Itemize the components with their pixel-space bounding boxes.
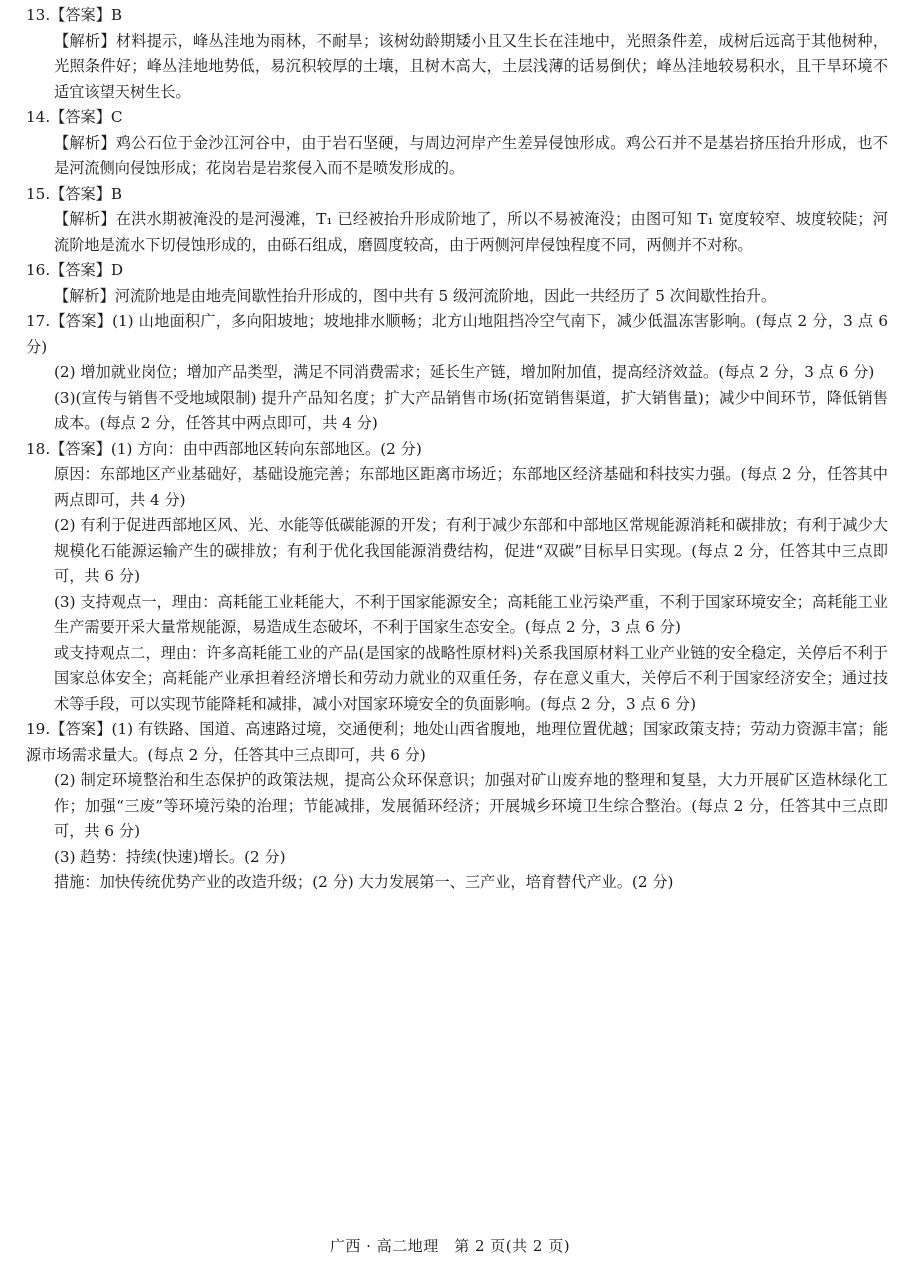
answer-paragraph: 措施：加快传统优势产业的改造升级；(2 分) 大力发展第一、三产业，培育替代产业。(2 分) xyxy=(54,873,674,891)
question-15 xyxy=(26,182,888,259)
answer-line xyxy=(26,717,888,768)
explanation-paragraph: 【解析】在洪水期被淹没的是河漫滩，T₁ 已经被抬升形成阶地了，所以不易被淹没；由图可知 T₁ 宽度较窄、坡度较陡；河流阶地是流水下切侵蚀形成的，由砾石组成，磨圆度较高，由于两侧河岸侵蚀程度不同，两侧并不对称。 xyxy=(54,210,888,254)
answer-line xyxy=(26,437,888,463)
answer-text: 【答案】(1) 山地面积广，多向阳坡地；坡地排水顺畅；北方山地阻挡冷空气南下，减少低温冻害影响。(每点 2 分，3 点 6 分) xyxy=(26,312,888,356)
question-number: 14. xyxy=(26,108,51,126)
answer-paragraph: (3)(宣传与销售不受地域限制) 提升产品知名度；扩大产品销售市场(拓宽销售渠道，扩大销售量)；减少中间环节，降低销售成本。(每点 2 分，任答其中两点即可，共 4 分) xyxy=(54,388,888,432)
answer-line xyxy=(26,309,888,360)
question-13 xyxy=(26,3,888,105)
question-number: 19. xyxy=(26,720,51,738)
answer-text: 【答案】B xyxy=(50,6,123,24)
question-number: 13. xyxy=(26,6,51,24)
explanation-paragraph: 【解析】鸡公石位于金沙江河谷中，由于岩石坚硬，与周边河岸产生差异侵蚀形成。鸡公石并不是基岩挤压抬升形成，也不是河流侧向侵蚀形成；花岗岩是岩浆侵入而不是喷发形成的。 xyxy=(54,133,888,177)
question-17 xyxy=(26,309,888,437)
question-number: 16. xyxy=(26,261,51,279)
question-16 xyxy=(26,258,888,309)
answer-paragraph: (2) 有利于促进西部地区风、光、水能等低碳能源的开发；有利于减少东部和中部地区常规能源消耗和碳排放；有利于减少大规模化石能源运输产生的碳排放；有利于优化我国能源消费结构，促进“双碳”目标早日实现。(每点 2 分，任答其中三点即可，共 6 分) xyxy=(54,516,888,585)
question-number: 15. xyxy=(26,184,51,203)
question-19 xyxy=(26,717,888,896)
answer-paragraph: (2) 增加就业岗位；增加产品类型，满足不同消费需求；延长生产链，增加附加值，提高经济效益。(每点 2 分，3 点 6 分) xyxy=(54,363,875,381)
answer-line xyxy=(26,258,888,284)
answer-line xyxy=(26,182,888,208)
question-14 xyxy=(26,105,888,182)
answer-line xyxy=(26,3,888,29)
question-number: 18. xyxy=(26,439,51,458)
answer-text: 【答案】D xyxy=(50,261,124,279)
answer-text: 【答案】(1) 方向：由中西部地区转向东部地区。(2 分) xyxy=(50,439,422,458)
question-number: 17. xyxy=(26,312,51,330)
explanation-paragraph: 【解析】材料提示，峰丛洼地为雨林，不耐旱；该树幼龄期矮小且又生长在洼地中，光照条件差，成树后远高于其他树种，光照条件好；峰丛洼地地势低，易沉积较厚的土壤，且树木高大，土层浅薄的话易倒伏；峰丛洼地较易积水，且干旱环境不适宜该望天树生长。 xyxy=(54,31,888,101)
answer-text: 【答案】(1) 有铁路、国道、高速路过境，交通便利；地处山西省腹地，地理位置优越；国家政策支持；劳动力资源丰富；能源市场需求量大。(每点 2 分，任答其中三点即可，共 6 分) xyxy=(26,720,888,764)
answer-content xyxy=(26,3,888,896)
question-18 xyxy=(26,437,888,718)
answer-paragraph: 原因：东部地区产业基础好，基础设施完善；东部地区距离市场近；东部地区经济基础和科技实力强。(每点 2 分，任答其中两点即可，共 4 分) xyxy=(54,465,888,509)
answer-paragraph: (3) 趋势：持续(快速)增长。(2 分) xyxy=(54,847,286,866)
answer-line xyxy=(26,105,888,131)
answer-text: 【答案】C xyxy=(50,108,123,126)
answer-paragraph: (2) 制定环境整治和生态保护的政策法规，提高公众环保意识；加强对矿山废弃地的整理和复垦，大力开展矿区造林绿化工作；加强“三废”等环境污染的治理；节能减排，发展循环经济；开展城乡环境卫生综合整治。(每点 2 分，任答其中三点即可，共 6 分) xyxy=(54,771,888,840)
explanation-paragraph: 【解析】河流阶地是由地壳间歇性抬升形成的，图中共有 5 级河流阶地，因此一共经历了 5 次间歇性抬升。 xyxy=(54,286,777,305)
answer-paragraph: 或支持观点二，理由：许多高耗能工业的产品(是国家的战略性原材料)关系我国原材料工业产业链的安全稳定，关停后不利于国家总体安全；高耗能产业承担着经济增长和劳动力就业的双重任务，存在意义重大，关停后不利于国家经济安全；通过技术等手段，可以实现节能降耗和减排，减小对国家环境安全的负面影响。(每点 2 分，3 点 6 分) xyxy=(54,643,888,713)
answer-paragraph: (3) 支持观点一，理由：高耗能工业耗能大，不利于国家能源安全；高耗能工业污染严重，不利于国家环境安全；高耗能工业生产需要开采大量常规能源，易造成生态破坏，不利于国家生态安全。(每点 2 分，3 点 6 分) xyxy=(54,592,888,636)
page-footer: 广西 · 高二地理 第 2 页(共 2 页) xyxy=(329,1237,571,1255)
answer-text: 【答案】B xyxy=(50,184,123,203)
